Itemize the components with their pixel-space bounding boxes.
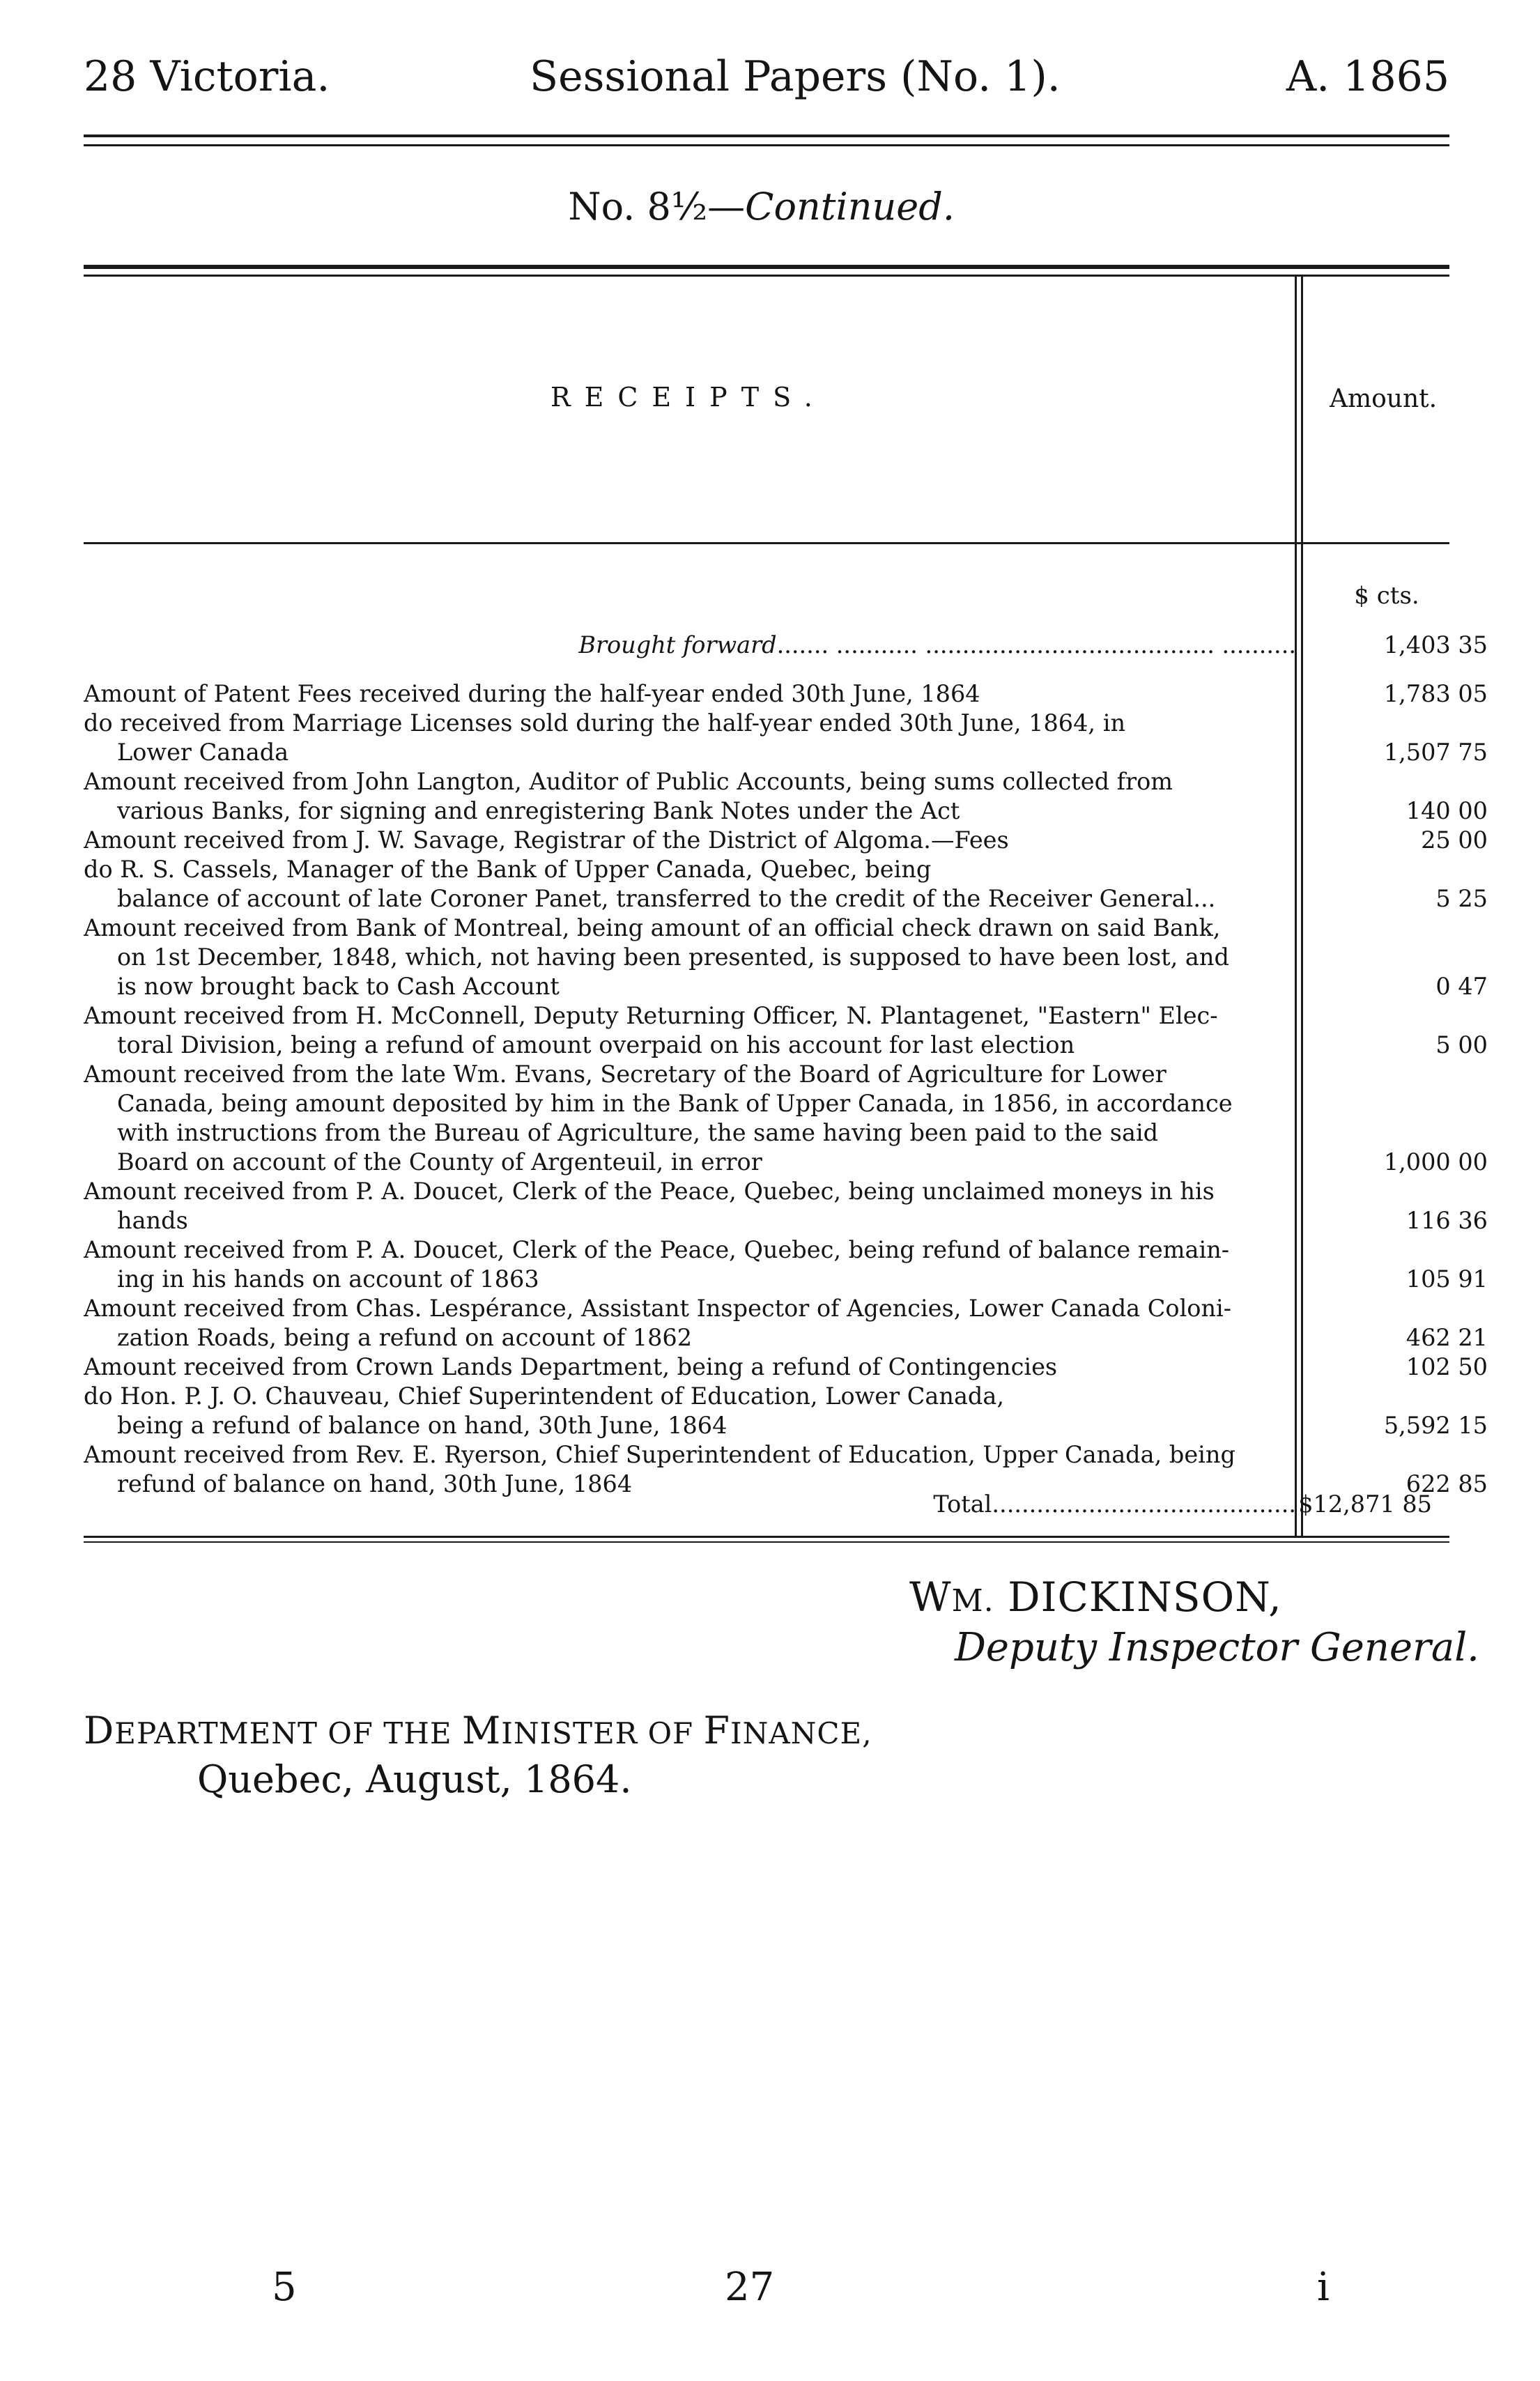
total-label: Total	[933, 1490, 992, 1518]
table-row	[84, 1001, 1488, 1060]
table-rule-bottom	[84, 1536, 1449, 1538]
row-text-line: with instructions from the Bureau of Agriculture, the same having been paid to the said	[117, 1119, 1159, 1146]
amount-heading: Amount.	[1329, 385, 1438, 413]
currency-heading: $ cts.	[1354, 582, 1419, 610]
page-number: 27	[725, 2265, 775, 2310]
row-text-line: Amount received from the late Wm. Evans, Secretary of the Board of Agriculture for Lower	[84, 1061, 1166, 1088]
row-amount: 105 91	[1406, 1265, 1488, 1293]
table-row	[84, 709, 1488, 767]
row-text-line: Amount received from P. A. Doucet, Clerk of the Peace, Quebec, being refund of balance remain-	[84, 1236, 1230, 1263]
row-amount: 5 00	[1435, 1031, 1488, 1058]
row-text-line: Amount received from John Langton, Auditor of Public Accounts, being sums collected from	[84, 768, 1173, 795]
receipts-table-body	[84, 631, 1488, 1499]
heading-rule	[84, 542, 1449, 544]
row-text-line: refund of balance on hand, 30th June, 1864	[117, 1470, 633, 1497]
row-amount: 1,000 00	[1383, 1148, 1488, 1176]
table-row	[84, 1235, 1488, 1294]
row-amount: 5,592 15	[1383, 1412, 1488, 1439]
table-rule-bottom-2	[84, 1541, 1449, 1543]
table-rule-top-thick	[84, 265, 1449, 269]
table-row	[84, 767, 1488, 826]
row-text-line: ing in his hands on account of 1863	[117, 1265, 539, 1293]
row-text-line: Amount received from H. McConnell, Deputy Returning Officer, N. Plantagenet, "Eastern" Elec-	[84, 1002, 1218, 1029]
row-text-line: do Hon. P. J. O. Chauveau, Chief Superintendent of Education, Lower Canada,	[84, 1382, 1004, 1410]
table-row	[84, 1060, 1488, 1177]
row-amount: 1,507 75	[1383, 739, 1488, 766]
row-amount: 5 25	[1435, 885, 1488, 912]
table-row	[84, 1294, 1488, 1353]
continuation-number: No. 8½—	[568, 185, 746, 229]
brought-forward-amount: 1,403 35	[1383, 631, 1488, 658]
row-text-line: Amount received from P. A. Doucet, Clerk of the Peace, Quebec, being unclaimed moneys in his	[84, 1178, 1215, 1205]
row-text-line: being a refund of balance on hand, 30th June, 1864	[117, 1412, 727, 1439]
row-text-line: Amount received from Rev. E. Ryerson, Chief Superintendent of Education, Upper Canada, being	[84, 1441, 1235, 1468]
row-text-line: is now brought back to Cash Account	[117, 973, 560, 1000]
row-text-line: on 1st December, 1848, which, not having been presented, is supposed to have been lost, and	[117, 943, 1229, 971]
column-divider-right	[1301, 275, 1303, 1536]
table-row	[84, 826, 1488, 855]
signatory-title: Deputy Inspector General.	[955, 1625, 1479, 1670]
table-row	[84, 1177, 1488, 1235]
brought-forward-row	[84, 631, 1488, 660]
row-text-line: Amount received from Chas. Lespérance, Assistant Inspector of Agencies, Lower Canada Coloni-	[84, 1295, 1232, 1322]
running-head	[84, 49, 1449, 105]
header-rule-bottom	[84, 144, 1449, 146]
header-rule-top	[84, 134, 1449, 137]
department-place-date: Quebec, August, 1864.	[197, 1757, 632, 1801]
row-text-line: zation Roads, being a refund on account of 1862	[117, 1324, 693, 1351]
row-amount: 116 36	[1406, 1207, 1488, 1234]
receipts-heading: RECEIPTS.	[550, 382, 826, 413]
row-amount: 462 21	[1406, 1324, 1488, 1351]
row-text-line: do R. S. Cassels, Manager of the Bank of Upper Canada, Quebec, being	[84, 856, 932, 883]
row-amount: 102 50	[1406, 1353, 1488, 1380]
leader-dots: ....... ........... ....................................... ..........	[776, 631, 1296, 658]
total-row	[84, 1490, 1296, 1519]
row-amount: 1,783 05	[1383, 680, 1488, 707]
row-amount: 140 00	[1406, 797, 1488, 824]
row-text-line: Amount of Patent Fees received during the half-year ended 30th June, 1864	[84, 680, 980, 707]
brought-forward-label: Brought forward	[578, 631, 777, 658]
row-text-line: Amount received from Crown Lands Department, being a refund of Contingencies	[84, 1353, 1058, 1380]
table-row	[84, 855, 1488, 914]
signatory-name: WM. DICKINSON,	[909, 1573, 1282, 1621]
footer-left: 5	[272, 2265, 297, 2310]
total-amount: $12,871 85	[1298, 1490, 1432, 1518]
department-name: DEPARTMENT OF THE MINISTER OF FINANCE,	[84, 1709, 872, 1752]
row-amount: 0 47	[1435, 973, 1488, 1000]
row-text-line: hands	[117, 1207, 188, 1234]
row-text-line: Lower Canada	[117, 739, 289, 766]
row-text-line: toral Division, being a refund of amount overpaid on his account for last election	[117, 1031, 1075, 1058]
row-amount: 25 00	[1421, 826, 1488, 854]
table-row	[84, 1353, 1488, 1382]
row-amount: 622 85	[1406, 1470, 1488, 1497]
row-text-line: various Banks, for signing and enregistering Bank Notes under the Act	[117, 797, 960, 824]
row-text-line: Amount received from J. W. Savage, Registrar of the District of Algoma.—Fees	[84, 826, 1009, 854]
leader-dots: .........................................	[992, 1490, 1296, 1518]
table-row	[84, 679, 1488, 709]
row-text-line: Amount received from Bank of Montreal, being amount of an official check drawn on said Bank,	[84, 914, 1221, 941]
header-volume: 28 Victoria.	[84, 52, 330, 101]
row-text-line: Canada, being amount deposited by him in the Bank of Upper Canada, in 1856, in accordance	[117, 1090, 1233, 1117]
header-year: A. 1865	[1286, 52, 1449, 101]
row-text-line: do received from Marriage Licenses sold during the half-year ended 30th June, 1864, in	[84, 709, 1126, 737]
table-row	[84, 1382, 1488, 1440]
footer-right: i	[1317, 2265, 1330, 2310]
header-series: Sessional Papers (No. 1).	[530, 52, 1061, 101]
table-rule-top-thin	[84, 275, 1449, 277]
continuation-label: Continued.	[745, 185, 955, 229]
table-row	[84, 914, 1488, 1001]
row-text-line: Board on account of the County of Argenteuil, in error	[117, 1148, 762, 1176]
row-text-line: balance of account of late Coroner Panet, transferred to the credit of the Receiver General...	[117, 885, 1216, 912]
continuation-heading	[0, 185, 955, 229]
